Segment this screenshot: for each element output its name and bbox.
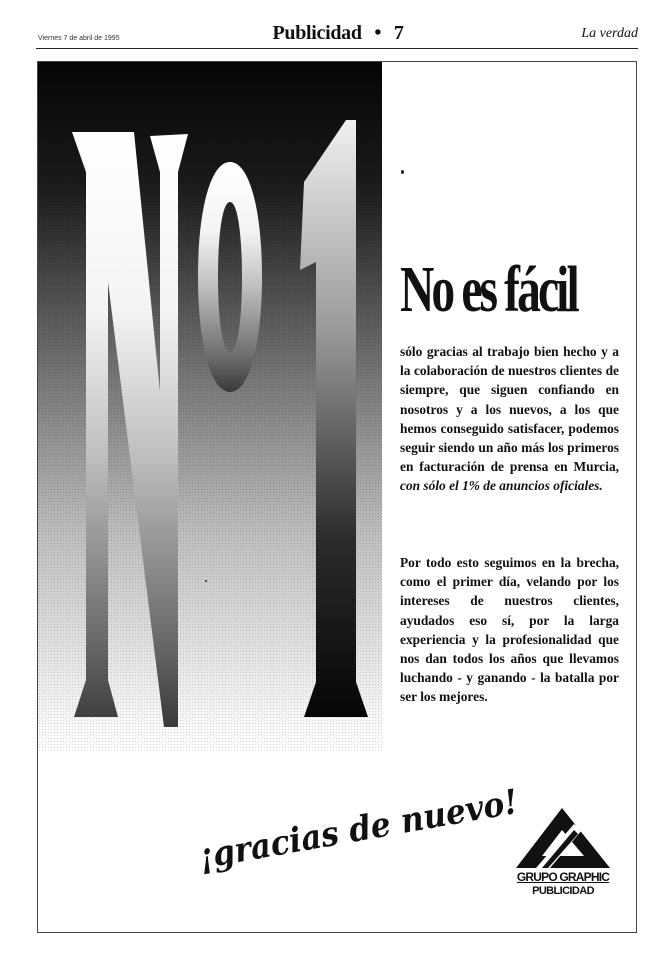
- print-speck: [205, 580, 207, 582]
- masthead-section: [38, 22, 638, 45]
- newspaper-name: La verdad: [581, 26, 638, 41]
- masthead: [38, 22, 638, 48]
- paragraph-1-italic: con sólo el 1% de anuncios oficiales.: [400, 478, 603, 494]
- body-paragraph-2: Por todo esto seguimos en la brecha, como el primer día, velando por los intereses de nuestros clientes, ayudados eso sí, por la larga experiencia y la profesionalidad que nos dan todos los años que llevamos luchando - y ganando - la batalla por ser los mejores.: [400, 555, 619, 705]
- triangle-logo-icon: [512, 806, 614, 872]
- page-number: 7: [393, 22, 404, 44]
- print-speck: [401, 170, 404, 174]
- section-title: Publicidad: [272, 22, 362, 44]
- tagline: ¡gracias de nuevo!: [196, 781, 521, 878]
- masthead-rule: [36, 48, 638, 49]
- grupo-graphic-logo: [512, 806, 614, 902]
- headline: No es fácil: [400, 253, 577, 326]
- masthead-date: Viernes 7 de abril de 1995: [38, 35, 120, 42]
- logo-name: GRUPO GRAPHIC: [516, 870, 610, 884]
- paragraph-1-text: sólo gracias al trabajo bien hecho y a la colaboración de nuestros clientes de siempre, que siguen confiando en nosotros y a los nuevos, a los que hemos conseguido satisfacer, podemos seguir siendo un año más los primeros en facturación de prensa en Murcia,: [400, 344, 619, 475]
- number-one-graphic: [38, 62, 382, 752]
- section-separator: •: [374, 22, 382, 44]
- logo-subtitle: PUBLICIDAD: [532, 885, 594, 897]
- body-paragraph-1: [400, 342, 619, 496]
